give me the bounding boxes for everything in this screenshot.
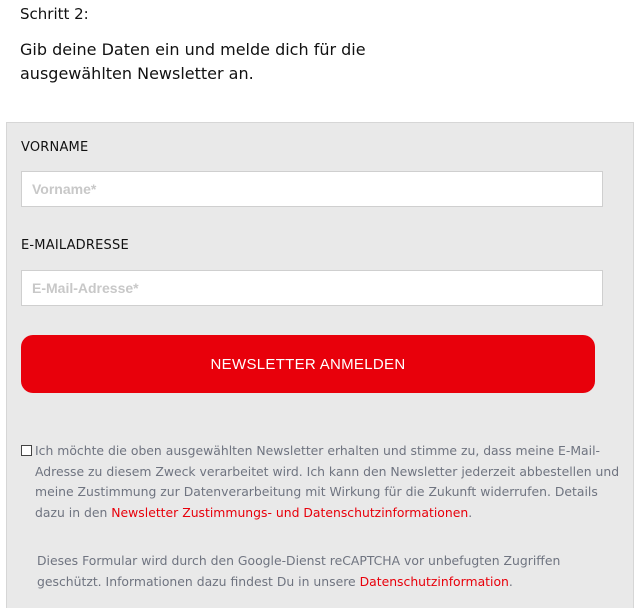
recaptcha-text-end: . [508, 573, 513, 589]
step-intro: Gib deine Daten ein und melde dich für die ausgewählten Newsletter an. [20, 40, 366, 83]
step-title: Schritt 2: [20, 5, 89, 23]
privacy-consent-link[interactable]: Newsletter Zustimmungs- und Datenschutzinformationen [111, 504, 469, 520]
recaptcha-notice [37, 551, 607, 592]
email-input[interactable] [21, 270, 603, 306]
consent-text-end: . [468, 504, 473, 520]
newsletter-form [6, 122, 634, 608]
consent-checkbox[interactable] [21, 445, 32, 456]
consent-text-body: Ich möchte die oben ausgewählten Newsletter erhalten und stimme zu, dass meine E-Mail-Adresse zu diesem Zweck verarbeitet wird. Ich kann den Newsletter jederzeit abbestellen und meine Zustimmung zur Datenverarbeitung mit Wirkung für die Zukunft widerrufen. Details dazu in den [35, 443, 620, 520]
consent-block [21, 441, 621, 523]
recaptcha-text-body: Dieses Formular wird durch den Google-Dienst reCAPTCHA vor unbefugten Zugriffen geschützt. Informationen dazu findest Du in unsere [37, 553, 561, 589]
consent-text [21, 441, 621, 523]
firstname-label: VORNAME [21, 140, 89, 155]
privacy-info-link[interactable]: Datenschutzinformation [359, 573, 509, 589]
newsletter-submit-button[interactable]: NEWSLETTER ANMELDEN [21, 335, 595, 393]
email-label: E-MAILADRESSE [21, 238, 129, 253]
firstname-input[interactable] [21, 171, 603, 207]
